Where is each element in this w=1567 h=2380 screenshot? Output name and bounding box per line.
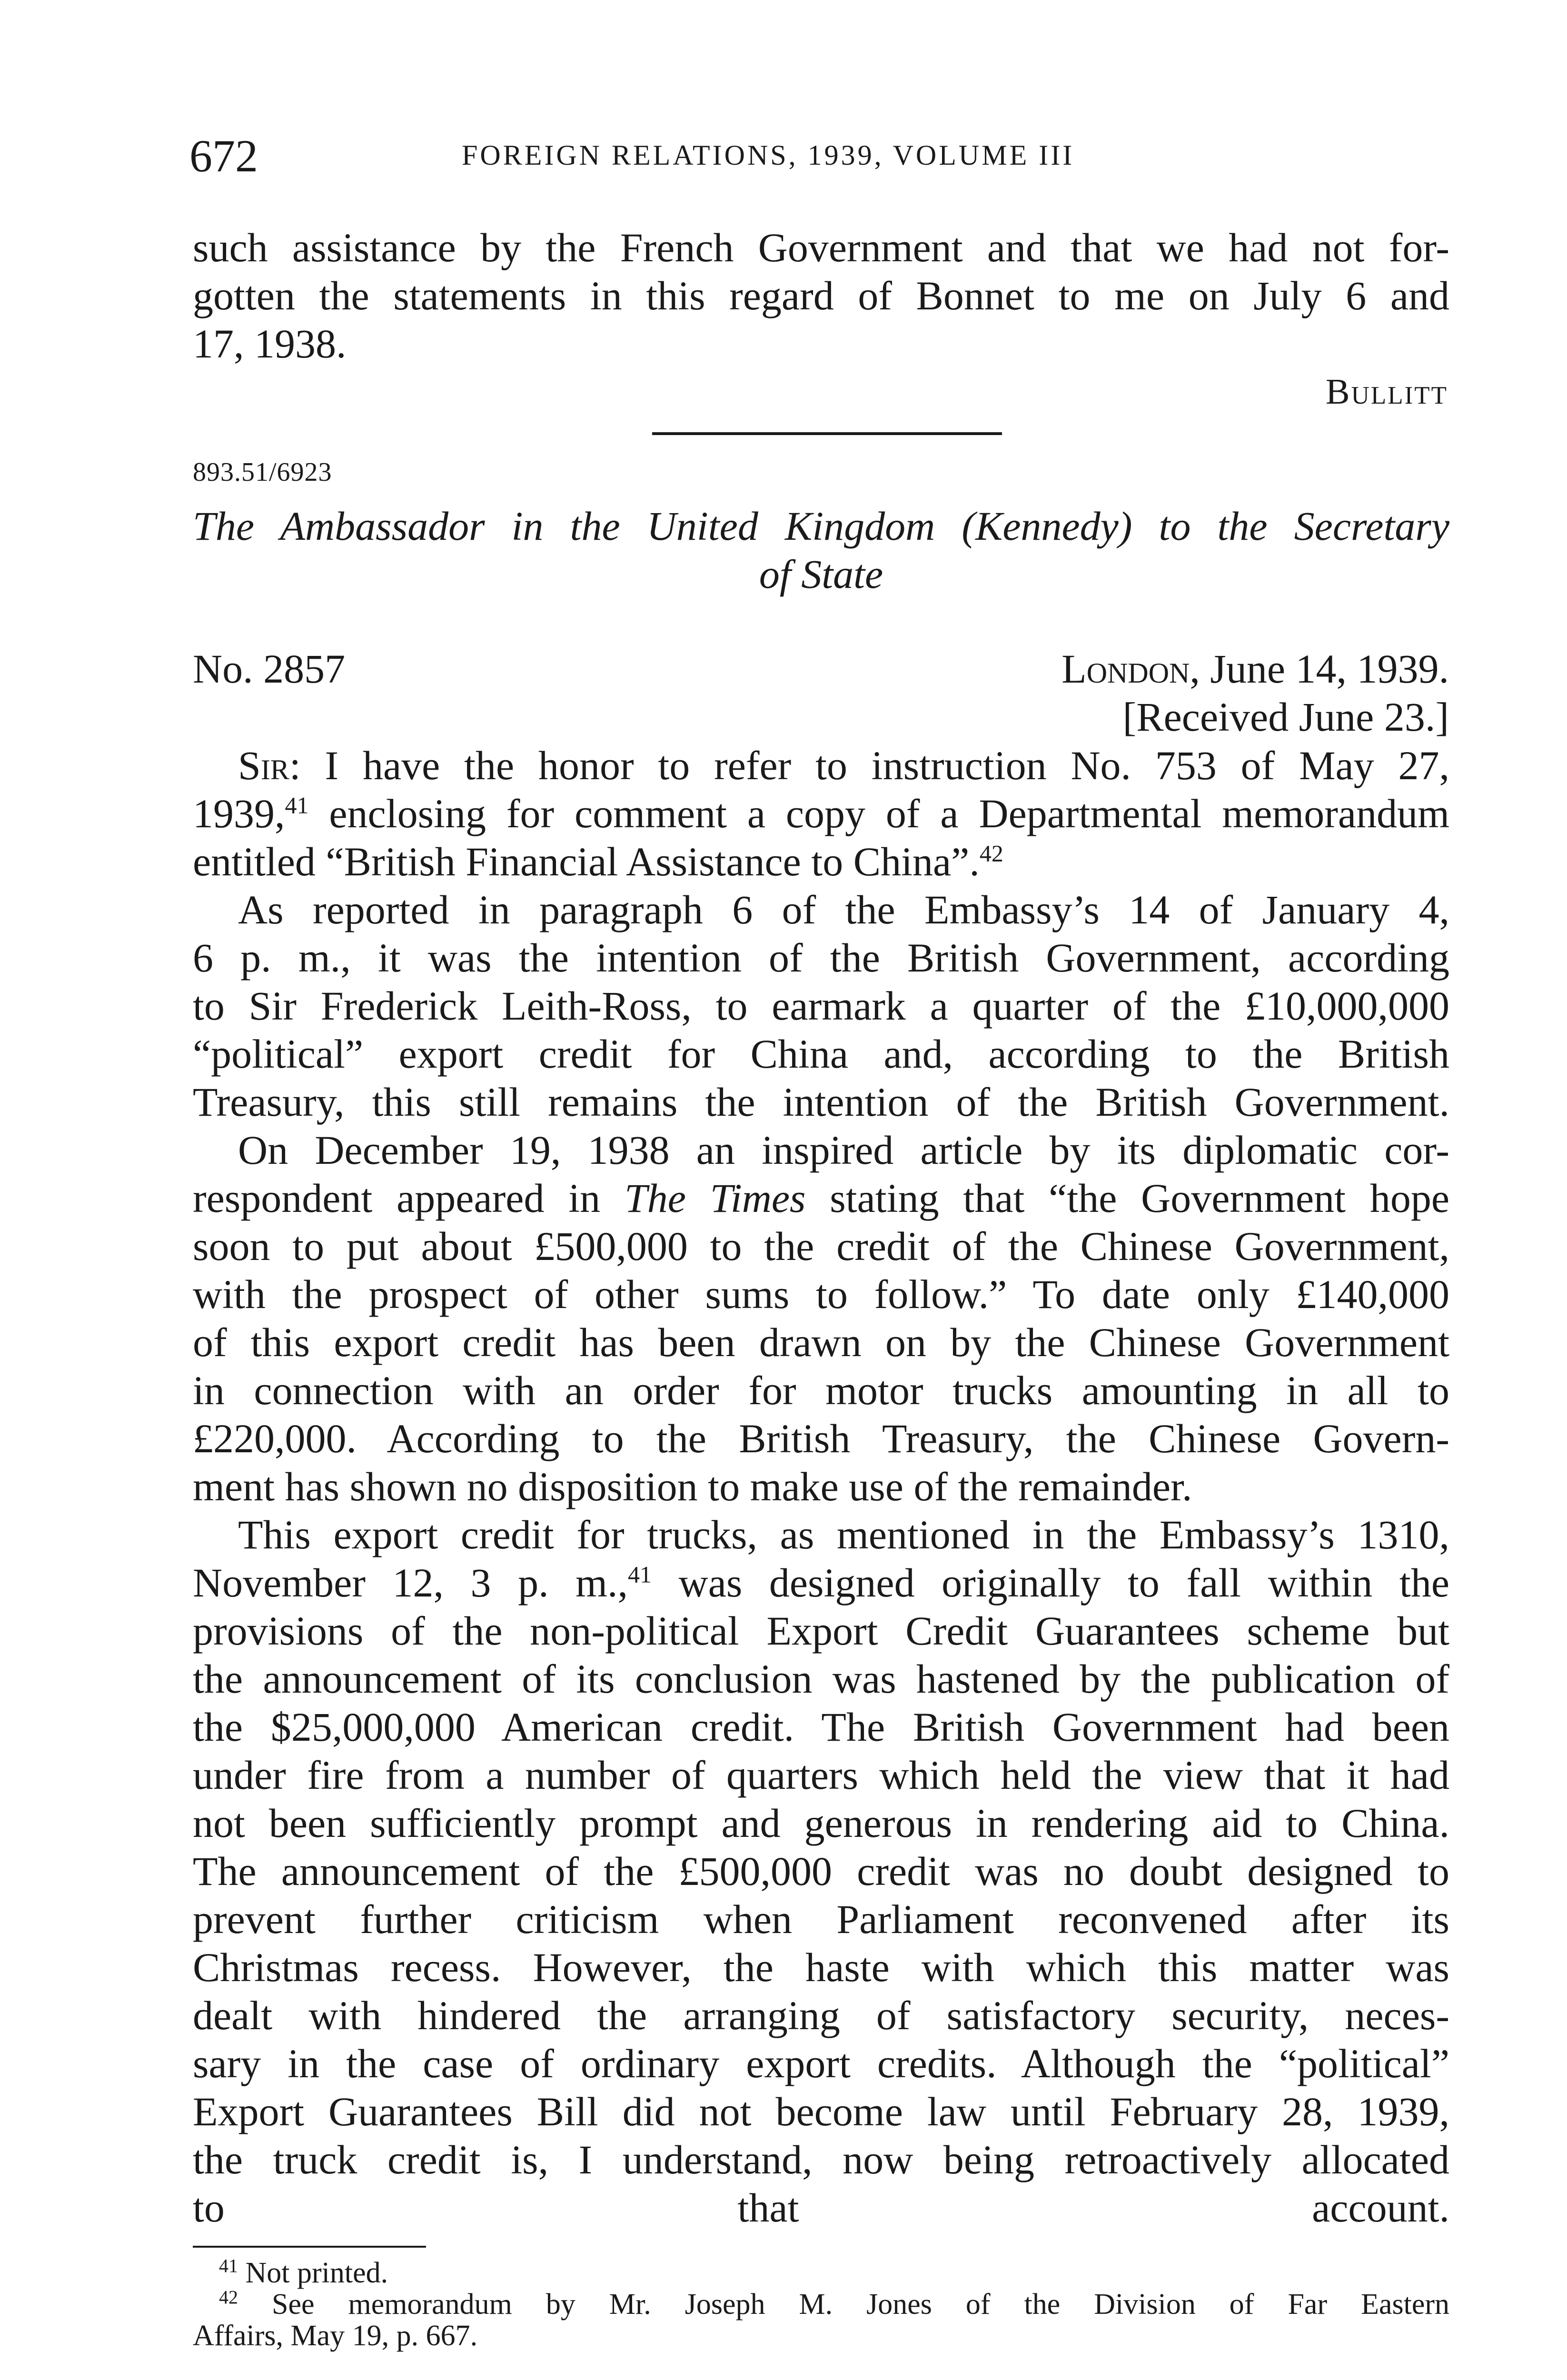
text-line: of this export credit has been drawn on by the Chinese Government bbox=[193, 1319, 1449, 1365]
newspaper-title: The Times bbox=[624, 1175, 806, 1221]
text-line: entitled “British Financial Assistance to China”.$^{42}$ bbox=[193, 839, 1003, 884]
file-number: 893.51/6923 bbox=[193, 457, 332, 487]
footnotes bbox=[193, 2257, 1449, 2351]
text-line: Export Guarantees Bill did not become law until February 28, 1939, bbox=[193, 2089, 1449, 2134]
text-line: respondent appeared in The Times stating that “the Government hope bbox=[193, 1175, 1450, 1221]
heading-line: The Ambassador in the United Kingdom (Kennedy) to the Secretary bbox=[193, 503, 1449, 549]
text-line: Treasury, this still remains the intention of the British Government. bbox=[193, 1079, 1449, 1125]
text-line: November 12, 3 p. m.,$^{41}$ was designed originally to fall within the bbox=[193, 1560, 1449, 1606]
text-line: the announcement of its conclusion was hastened by the publication of bbox=[193, 1656, 1449, 1702]
text-line: On December 19, 1938 an inspired article by its diplomatic cor- bbox=[238, 1127, 1449, 1173]
footnote-mark: 41 bbox=[219, 2255, 238, 2277]
text-line: with the prospect of other sums to follow.” To date only £140,000 bbox=[193, 1271, 1449, 1317]
section-divider bbox=[652, 432, 1002, 435]
text-line: the $25,000,000 American credit. The British Government had been bbox=[193, 1704, 1449, 1750]
footnote-divider bbox=[193, 2246, 426, 2248]
text-line: sary in the case of ordinary export credits. Although the “political” bbox=[193, 2041, 1449, 2086]
text-line: prevent further criticism when Parliament reconvened after its bbox=[193, 1896, 1449, 1942]
text-line: not been sufficiently prompt and generous in rendering aid to China. bbox=[193, 1800, 1449, 1846]
place-name: London bbox=[1061, 646, 1190, 692]
footnote-mark: 42 bbox=[219, 2286, 238, 2308]
text-line: 17, 1938. bbox=[193, 321, 347, 367]
text-line: to that account. bbox=[193, 2185, 1449, 2231]
text-line: 1939,41 enclosing for comment a copy of a Departmental memorandum bbox=[193, 791, 1449, 836]
text-line: The announcement of the £500,000 credit was no doubt designed to bbox=[193, 1848, 1449, 1894]
text-line: such assistance by the French Government and that we had not for- bbox=[193, 225, 1449, 270]
text-line: the truck credit is, I understand, now being retroactively allocated bbox=[193, 2137, 1449, 2182]
text-line: gotten the statements in this regard of Bonnet to me on July 6 and bbox=[193, 273, 1449, 318]
place-date bbox=[1061, 645, 1449, 693]
text-line: As reported in paragraph 6 of the Embassy’s 14 of January 4, bbox=[238, 887, 1449, 932]
footnote-ref: 41 bbox=[628, 1561, 652, 1588]
letter-body bbox=[193, 742, 1449, 2232]
continuation-text bbox=[193, 224, 1449, 368]
text-line: dealt with hindered the arranging of satisfactory security, neces- bbox=[193, 1993, 1449, 2038]
page-number: 672 bbox=[189, 130, 258, 181]
text-line: “political” export credit for China and, according to the British bbox=[193, 1031, 1449, 1077]
footnote: $^{41}$ Not printed. bbox=[219, 2255, 388, 2289]
text-line: Christmas recess. However, the haste with which this matter was bbox=[193, 1944, 1449, 1990]
text-line: Sir: I have the honor to refer to instruction No. 753 of May 27, bbox=[238, 743, 1449, 788]
heading-line: of State bbox=[759, 551, 883, 597]
text-line: under fire from a number of quarters which held the view that it had bbox=[193, 1752, 1449, 1798]
text-line: in connection with an order for motor trucks amounting in all to bbox=[193, 1368, 1449, 1413]
document-heading bbox=[193, 502, 1449, 598]
text-line: £220,000. According to the British Treasury, the Chinese Govern- bbox=[193, 1416, 1449, 1461]
text-line: This export credit for trucks, as mentioned in the Embassy’s 1310, bbox=[238, 1512, 1449, 1557]
text-line: ment has shown no disposition to make use of the remainder. bbox=[193, 1464, 1192, 1509]
signature: Bullitt bbox=[1325, 372, 1448, 412]
document-number: No. 2857 bbox=[193, 646, 346, 692]
footnote-ref: 42 bbox=[979, 840, 1003, 867]
received-date: [Received June 23.] bbox=[1122, 694, 1449, 740]
text-line: soon to put about £500,000 to the credit of the Chinese Government, bbox=[193, 1223, 1449, 1269]
salutation: Sir bbox=[238, 743, 289, 788]
footnote-continuation: Affairs, May 19, p. 667. bbox=[193, 2320, 478, 2352]
date: , June 14, 1939. bbox=[1190, 646, 1449, 692]
running-title: FOREIGN RELATIONS, 1939, VOLUME III bbox=[462, 139, 1075, 171]
footnote-ref: 41 bbox=[285, 792, 309, 819]
text-line: to Sir Frederick Leith-Ross, to earmark a quarter of the £10,000,000 bbox=[193, 983, 1449, 1029]
text-line: provisions of the non-political Export Credit Guarantees scheme but bbox=[193, 1608, 1449, 1654]
text-line: 6 p. m., it was the intention of the British Government, according bbox=[193, 935, 1449, 981]
footnote: $^{42}$ See memorandum by Mr. Joseph M. Jones of the Division of Far Eastern bbox=[219, 2286, 1449, 2320]
